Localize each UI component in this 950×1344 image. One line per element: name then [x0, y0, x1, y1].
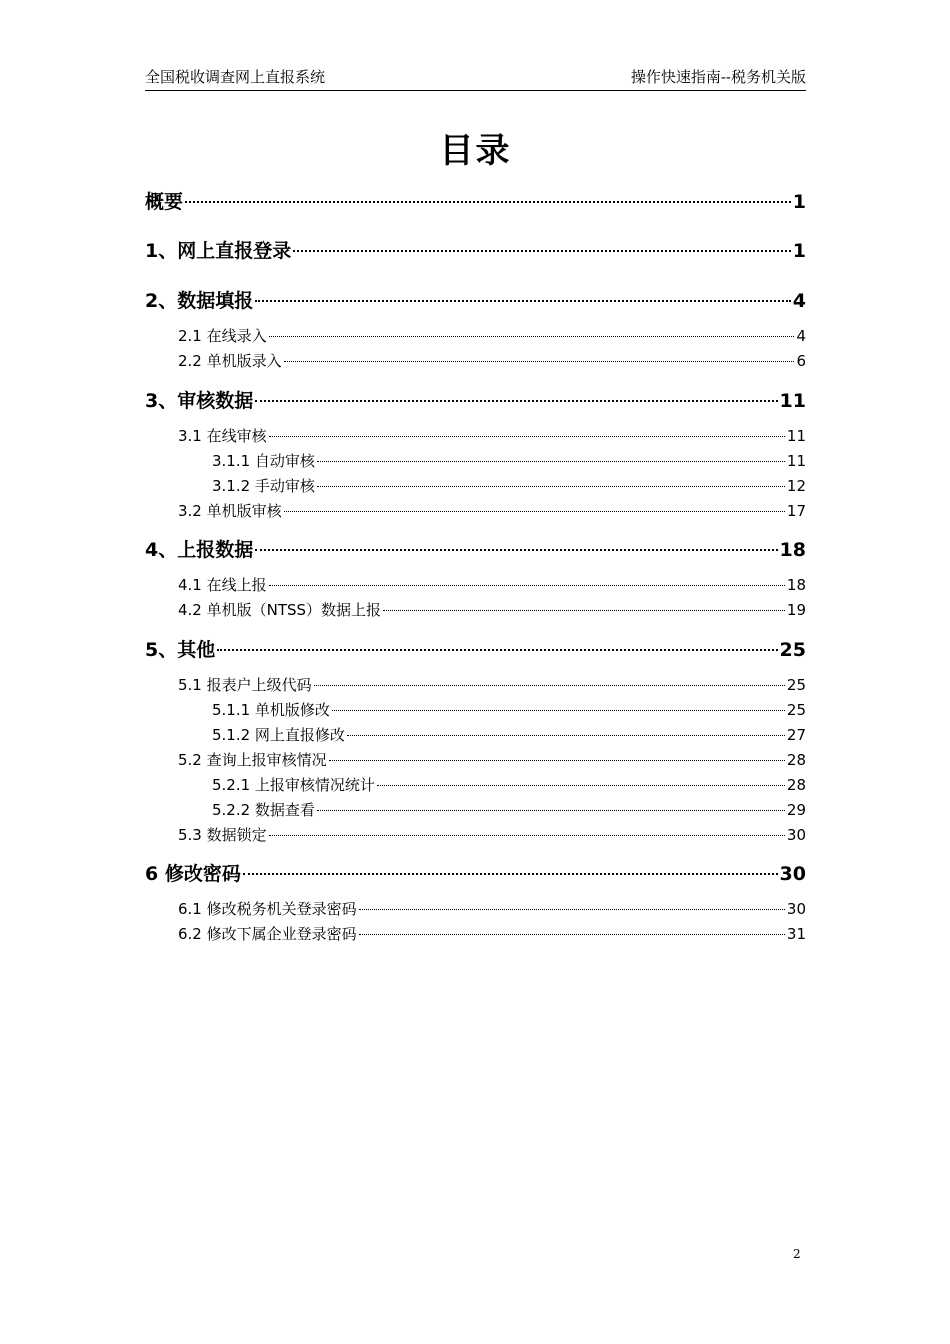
- toc-entry[interactable]: [178, 898, 806, 920]
- toc-entry[interactable]: [178, 923, 806, 945]
- toc-entry-label: 4.1 在线上报: [178, 576, 267, 594]
- toc-entry[interactable]: [178, 749, 806, 771]
- toc-entry[interactable]: [145, 387, 806, 415]
- toc-entry[interactable]: [178, 350, 806, 372]
- toc-leader-dots: [217, 649, 777, 651]
- toc-entry[interactable]: [212, 699, 806, 721]
- toc-entry[interactable]: [178, 574, 806, 596]
- toc-leader-dots: [255, 300, 791, 302]
- toc-entry[interactable]: [178, 425, 806, 447]
- toc-leader-dots: [284, 361, 795, 362]
- toc-entry-page: 30: [786, 826, 806, 844]
- table-of-contents: [145, 0, 806, 1000]
- toc-entry-label: 2、数据填报: [145, 290, 254, 312]
- toc-entry-page: 11: [779, 390, 806, 412]
- toc-entry-label: 4、上报数据: [145, 539, 254, 561]
- toc-leader-dots: [185, 201, 791, 203]
- toc-entry-label: 5.2.1 上报审核情况统计: [212, 776, 375, 794]
- toc-entry-page: 4: [796, 327, 806, 345]
- toc-entry-page: 11: [786, 427, 806, 445]
- toc-entry[interactable]: [212, 799, 806, 821]
- toc-entry-page: 1: [792, 240, 806, 262]
- toc-entry-label: 5.1.2 网上直报修改: [212, 726, 345, 744]
- toc-entry[interactable]: [212, 450, 806, 472]
- toc-entry-label: 5.2 查询上报审核情况: [178, 751, 327, 769]
- toc-title: 目录: [439, 131, 512, 171]
- toc-leader-dots: [255, 400, 777, 402]
- toc-entry-page: 19: [786, 601, 806, 619]
- toc-leader-dots: [359, 909, 785, 910]
- toc-entry-page: 28: [786, 751, 806, 769]
- toc-entry[interactable]: [212, 724, 806, 746]
- toc-leader-dots: [359, 934, 785, 935]
- toc-leader-dots: [317, 486, 785, 487]
- toc-entry[interactable]: [178, 824, 806, 846]
- toc-leader-dots: [269, 436, 785, 437]
- toc-entry-page: 25: [779, 639, 806, 661]
- toc-entry-page: 30: [779, 863, 806, 885]
- toc-entry-page: 30: [786, 900, 806, 918]
- toc-entry-label: 5.3 数据锁定: [178, 826, 267, 844]
- toc-entry[interactable]: [212, 475, 806, 497]
- toc-entry-label: 2.1 在线录入: [178, 327, 267, 345]
- toc-leader-dots: [317, 810, 785, 811]
- toc-leader-dots: [317, 461, 785, 462]
- toc-entry[interactable]: [145, 536, 806, 564]
- toc-entry-label: 概要: [145, 191, 184, 213]
- toc-entry-label: 5.1.1 单机版修改: [212, 701, 330, 719]
- toc-entry-page: 25: [786, 676, 806, 694]
- toc-entry-label: 6.1 修改税务机关登录密码: [178, 900, 357, 918]
- toc-leader-dots: [329, 760, 785, 761]
- toc-leader-dots: [347, 735, 785, 736]
- toc-leader-dots: [243, 873, 778, 875]
- toc-entry-label: 3.1.1 自动审核: [212, 452, 315, 470]
- toc-entry-label: 3.2 单机版审核: [178, 502, 282, 520]
- toc-entry-page: 28: [786, 776, 806, 794]
- toc-leader-dots: [377, 785, 785, 786]
- toc-entry-page: 11: [786, 452, 806, 470]
- toc-entry-label: 3.1.2 手动审核: [212, 477, 315, 495]
- toc-entry-label: 5.1 报表户上级代码: [178, 676, 312, 694]
- toc-entry[interactable]: [178, 674, 806, 696]
- toc-leader-dots: [332, 710, 785, 711]
- toc-entry-page: 4: [792, 290, 806, 312]
- toc-entry-page: 6: [796, 352, 806, 370]
- toc-entry[interactable]: [145, 860, 806, 888]
- toc-leader-dots: [269, 835, 785, 836]
- toc-entry[interactable]: [145, 636, 806, 664]
- toc-entry[interactable]: [178, 500, 806, 522]
- toc-entry-page: 17: [786, 502, 806, 520]
- toc-entry-label: 3、审核数据: [145, 390, 254, 412]
- toc-entry[interactable]: [212, 774, 806, 796]
- toc-entry-page: 12: [786, 477, 806, 495]
- toc-leader-dots: [284, 511, 785, 512]
- toc-entry-page: 25: [786, 701, 806, 719]
- header-left-text: 全国税收调查网上直报系统: [145, 68, 326, 86]
- toc-entry-label: 2.2 单机版录入: [178, 352, 282, 370]
- toc-entry[interactable]: [178, 325, 806, 347]
- page-number: 2: [793, 1247, 801, 1261]
- toc-entry-page: 18: [786, 576, 806, 594]
- toc-entry-page: 29: [786, 801, 806, 819]
- toc-entry-page: 18: [779, 539, 806, 561]
- header-right-text: 操作快速指南--税务机关版: [630, 68, 806, 86]
- toc-entry-label: 5.2.2 数据查看: [212, 801, 315, 819]
- toc-entry[interactable]: [178, 599, 806, 621]
- toc-entry-label: 5、其他: [145, 639, 216, 661]
- toc-leader-dots: [293, 250, 791, 252]
- toc-entry-label: 1、网上直报登录: [145, 240, 292, 262]
- toc-entry-label: 3.1 在线审核: [178, 427, 267, 445]
- toc-leader-dots: [314, 685, 785, 686]
- toc-leader-dots: [269, 585, 785, 586]
- toc-entry[interactable]: [145, 287, 806, 315]
- toc-entry[interactable]: [145, 237, 806, 265]
- toc-entry-label: 4.2 单机版（NTSS）数据上报: [178, 601, 382, 619]
- toc-leader-dots: [383, 610, 785, 611]
- toc-entry-page: 27: [786, 726, 806, 744]
- toc-leader-dots: [255, 549, 777, 551]
- toc-entry-label: 6 修改密码: [145, 863, 241, 885]
- toc-entry[interactable]: [145, 188, 806, 216]
- toc-entry-page: 31: [786, 925, 806, 943]
- toc-entry-page: 1: [792, 191, 806, 213]
- toc-entry-label: 6.2 修改下属企业登录密码: [178, 925, 357, 943]
- toc-leader-dots: [269, 336, 795, 337]
